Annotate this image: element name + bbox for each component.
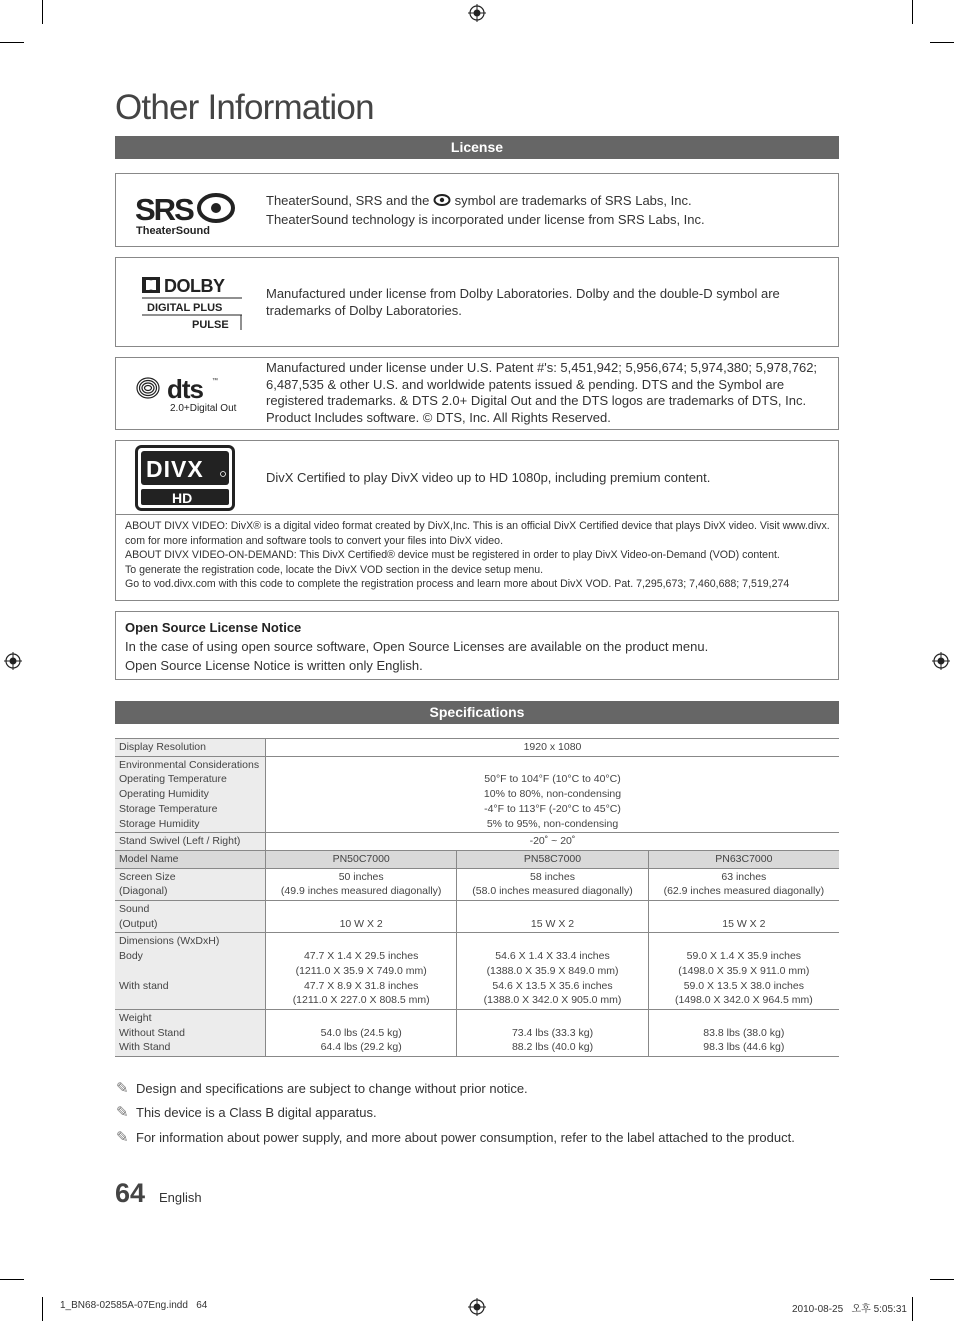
pencil-note-icon: ✎: [116, 1104, 129, 1121]
spec-label: Sound (Output): [115, 901, 266, 933]
table-row: [115, 933, 839, 1010]
srs-license-line2: TheaterSound technology is incorporated under license from SRS Labs, Inc.: [266, 212, 705, 227]
spec-value: 54.6 X 1.4 X 33.4 inches (1388.0 X 35.9 X 849.0 mm) 54.6 X 13.5 X 35.6 inches (1388.0 X 342.0 X 905.0 mm): [457, 933, 648, 1010]
page-title: Other Information: [115, 88, 374, 127]
note-item: ✎ This device is a Class B digital apparatus.: [116, 1104, 377, 1121]
dolby-logo-line3: PULSE: [192, 319, 229, 331]
registration-mark-icon: [4, 652, 22, 670]
spec-label: Screen Size (Diagonal): [115, 868, 266, 900]
page-language: English: [159, 1190, 202, 1205]
specifications-heading: Specifications: [115, 701, 839, 724]
table-row: [115, 756, 839, 833]
open-source-notice-box: [115, 611, 839, 680]
divx-logo-word: DIVX: [146, 456, 204, 482]
dolby-logo-icon: [140, 275, 244, 331]
dts-logo-icon: [134, 374, 244, 414]
dts-logo-sub: 2.0+Digital Out: [170, 403, 237, 414]
crop-mark: [0, 1279, 24, 1280]
spec-value: 47.7 X 1.4 X 29.5 inches (1211.0 X 35.9 X 749.0 mm) 47.7 X 8.9 X 31.8 inches (1211.0 X 227.0 X 808.5 mm): [266, 933, 457, 1010]
specifications-table: [115, 738, 839, 1057]
dts-license-text: Manufactured under license under U.S. Patent #'s: 5,451,942; 5,956,674; 5,974,380; 5,978,762; 6,487,535 & other U.S. and worldwide patents issued & pending. DTS and the Symbol are registered trademarks. & DTS 2.0+ Digital Out and the DTS logos are trademarks of DTS, Inc. Product Includes software. © DTS, Inc. All Rights Reserved.: [266, 360, 818, 425]
model-name: PN50C7000: [266, 850, 457, 868]
print-file-name: 1_BN68-02585A-07Eng.indd 64: [60, 1300, 208, 1311]
crop-mark: [42, 0, 43, 24]
license-heading: License: [115, 136, 839, 159]
dolby-logo-line2: DIGITAL PLUS: [147, 302, 223, 314]
dts-logo-word: dts: [167, 374, 203, 404]
crop-mark: [930, 42, 954, 43]
srs-symbol-icon: [433, 194, 451, 206]
spec-label: Dimensions (WxDxH) Body With stand: [115, 933, 266, 1010]
divx-logo-sub: HD: [172, 490, 193, 506]
open-source-line2: Open Source License Notice is written only English.: [125, 658, 423, 673]
registration-mark-icon: [932, 652, 950, 670]
crop-mark: [912, 0, 913, 24]
crop-mark: [912, 1297, 913, 1321]
crop-mark: [930, 1279, 954, 1280]
note-item: ✎ For information about power supply, and more about power consumption, refer to the label attached to the product.: [116, 1129, 795, 1146]
spec-value: 73.4 lbs (33.3 kg) 88.2 lbs (40.0 kg): [457, 1009, 648, 1056]
spec-label: Weight Without Stand With Stand: [115, 1009, 266, 1056]
table-row: [115, 868, 839, 900]
pencil-note-icon: ✎: [116, 1129, 129, 1146]
spec-label: Display Resolution: [115, 739, 266, 757]
spec-value: 15 W X 2: [457, 901, 648, 933]
srs-logo-text: TheaterSound: [136, 225, 210, 236]
srs-license-line1: TheaterSound, SRS and the symbol are trademarks of SRS Labs, Inc.: [266, 193, 692, 208]
page-number: 64: [115, 1178, 146, 1208]
dts-license-box: [115, 357, 839, 430]
divider: [116, 514, 838, 515]
spec-value: 59.0 X 1.4 X 35.9 inches (1498.0 X 35.9 X 911.0 mm) 59.0 X 13.5 X 38.0 inches (1498.0 X 342.0 X 964.5 mm): [648, 933, 839, 1010]
divx-license-text: DivX Certified to play DivX video up to HD 1080p, including premium content.: [266, 470, 711, 485]
table-row: [115, 850, 839, 868]
svg-text:SRS: SRS: [135, 192, 193, 227]
divx-license-box: [115, 440, 839, 601]
spec-value: 83.8 lbs (38.0 kg) 98.3 lbs (44.6 kg): [648, 1009, 839, 1056]
spec-value: 1920 x 1080: [266, 739, 840, 757]
spec-value: 54.0 lbs (24.5 kg) 64.4 lbs (29.2 kg): [266, 1009, 457, 1056]
dolby-logo-word: DOLBY: [164, 276, 225, 296]
crop-mark: [0, 42, 24, 43]
spec-value: 50°F to 104°F (10°C to 40°C) 10% to 80%, non-condensing -4°F to 113°F (-20°C to 45°C) 5% to 95%, non-condensing: [266, 756, 840, 833]
spec-label: Model Name: [115, 850, 266, 868]
registration-mark-icon: [468, 1298, 486, 1316]
table-row: [115, 833, 839, 851]
spec-value: 10 W X 2: [266, 901, 457, 933]
pencil-note-icon: ✎: [116, 1080, 129, 1097]
table-row: [115, 739, 839, 757]
model-name: PN63C7000: [648, 850, 839, 868]
dts-logo-tm: ™: [212, 378, 218, 384]
spec-value: 50 inches (49.9 inches measured diagonally): [266, 868, 457, 900]
spec-value: 63 inches (62.9 inches measured diagonally): [648, 868, 839, 900]
spec-value: 58 inches (58.0 inches measured diagonally): [457, 868, 648, 900]
spec-label: Stand Swivel (Left / Right): [115, 833, 266, 851]
divx-logo-icon: [135, 445, 235, 511]
registration-mark-icon: [468, 4, 486, 22]
table-row: [115, 901, 839, 933]
open-source-line1: In the case of using open source software, Open Source Licenses are available on the product menu.: [125, 639, 709, 654]
model-name: PN58C7000: [457, 850, 648, 868]
srs-license-box: [115, 173, 839, 247]
print-timestamp: 2010-08-25 오후 5:05:31: [792, 1304, 907, 1315]
spec-label: Environmental Considerations Operating Temperature Operating Humidity Storage Temperature Storage Humidity: [115, 756, 266, 833]
dolby-license-text: Manufactured under license from Dolby Laboratories. Dolby and the double-D symbol are trademarks of Dolby Laboratories.: [266, 286, 780, 318]
open-source-heading: Open Source License Notice: [125, 620, 302, 635]
table-row: [115, 1009, 839, 1056]
divx-about-text: ABOUT DIVX VIDEO: DivX® is a digital video format created by DivX,Inc. This is an official DivX Certified device that plays DivX video. Visit www.divx. com for more information and software tools to convert your files into DivX video. ABOUT DIVX VIDEO-ON-DEMAND: This DivX Certified® device must be registered in order to play DivX Video-on-Demand (VOD) content. To generate the registration code, locate the DivX VOD section in the device setup menu. Go to vod.divx.com with this code to complete the registration process and learn more about DivX VOD. Pat. 7,295,673; 7,460,688; 7,519,274: [125, 520, 830, 591]
dolby-license-box: [115, 257, 839, 347]
srs-logo-icon: [134, 190, 238, 236]
crop-mark: [42, 1297, 43, 1321]
spec-value: -20˚ ~ 20˚: [266, 833, 840, 851]
note-item: ✎ Design and specifications are subject to change without prior notice.: [116, 1080, 528, 1097]
spec-value: 15 W X 2: [648, 901, 839, 933]
